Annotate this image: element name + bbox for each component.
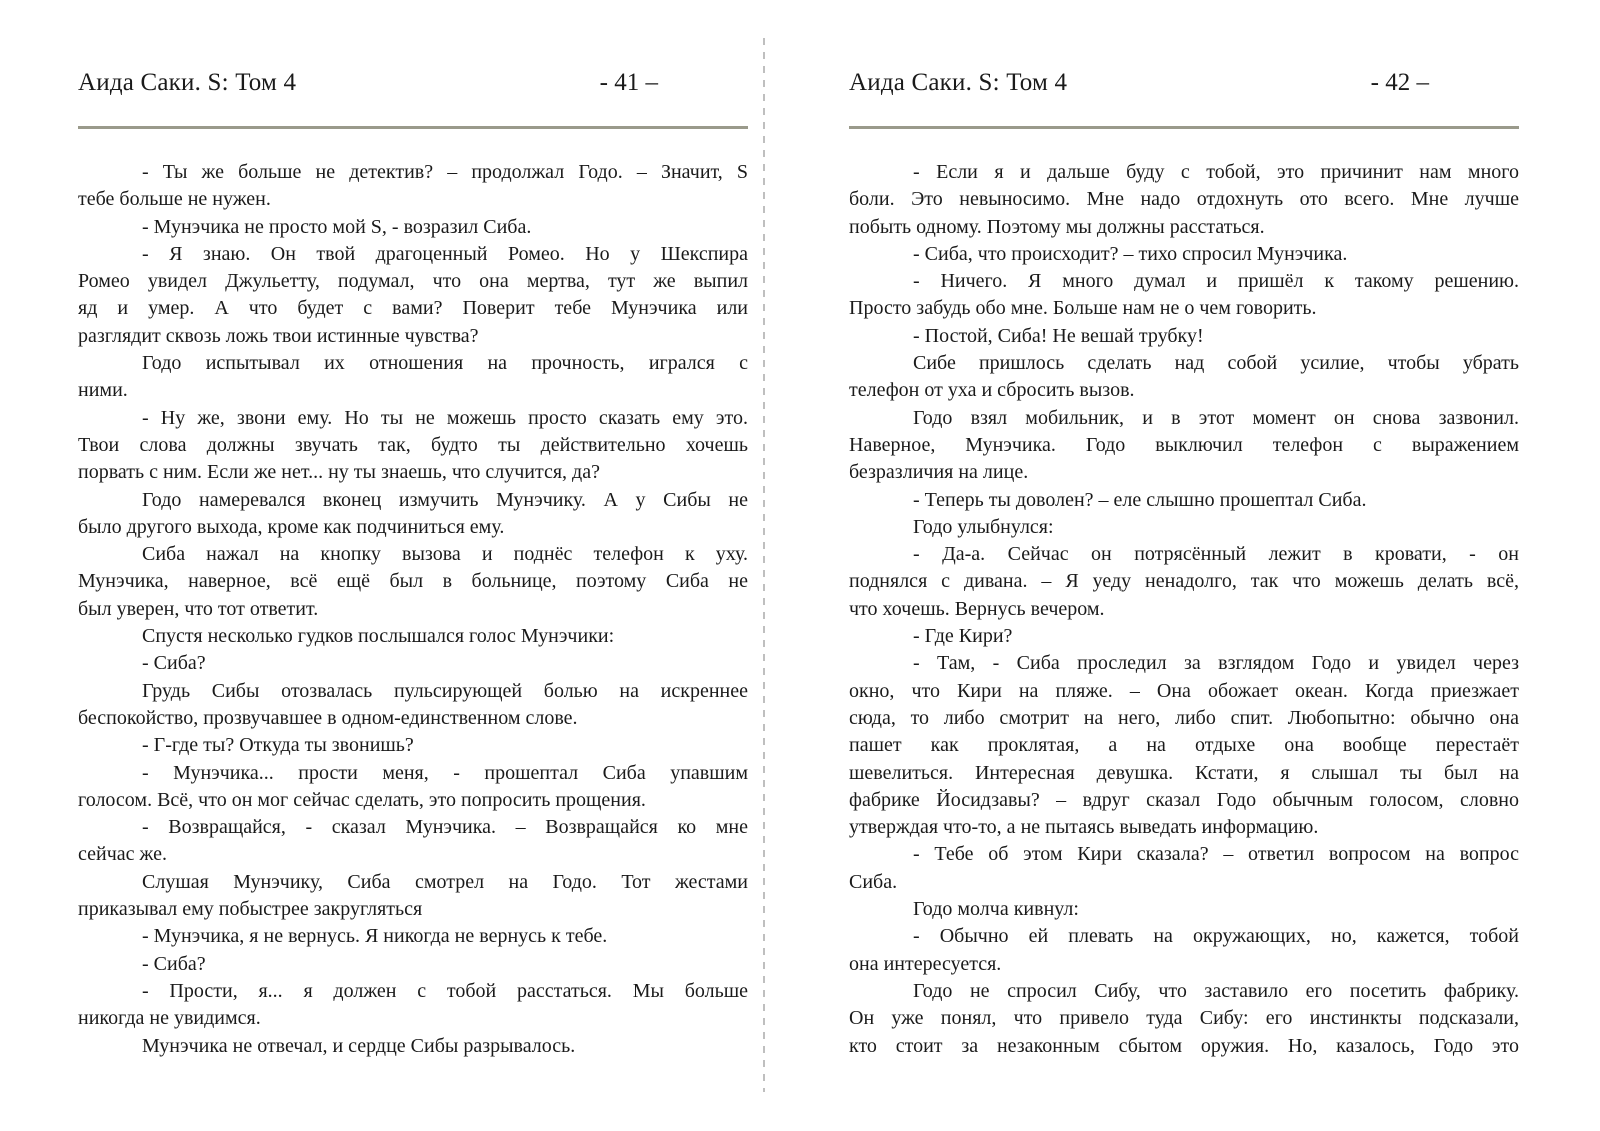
text-line: Мунэчика не отвечал, и сердце Сибы разрывалось. [142, 1034, 576, 1057]
text-line: - Г-где ты? Откуда ты звонишь? [142, 734, 414, 757]
text-line: Мунэчика, наверное, всё ещё был в больнице, поэтому Сиба не [78, 570, 748, 593]
text-line: приказывал ему побыстрее закругляться [78, 898, 423, 921]
text-line: - Мунэчика... прости меня, - прошептал Сиба упавшим [142, 761, 748, 784]
page-header [78, 68, 748, 100]
text-line: никогда не увидимся. [78, 1007, 261, 1030]
text-line: Наверное, Мунэчика. Годо выключил телефон с выражением [849, 433, 1519, 456]
text-line: Годо взял мобильник, и в этот момент он снова зазвонил. [913, 406, 1519, 429]
page-header [849, 68, 1519, 100]
text-line: боли. Это невыносимо. Мне надо отдохнуть ото всего. Мне лучше [849, 188, 1519, 211]
text-line: Сиба нажал на кнопку вызова и поднёс телефон к уху. [142, 543, 748, 566]
text-line: Годо намеревался вконец измучить Мунэчику. А у Сибы не [142, 488, 748, 511]
text-line: - Тебе об этом Кири сказала? – ответил вопросом на вопрос [913, 843, 1519, 866]
text-line: - Если я и дальше буду с тобой, это причинит нам много [913, 161, 1519, 183]
text-line: телефон от уха и сбросить вызов. [849, 379, 1135, 402]
book-page-41 [78, 0, 748, 1060]
text-line: она интересуется. [849, 952, 1002, 975]
text-line: Сибе пришлось сделать над собой усилие, чтобы убрать [913, 352, 1519, 375]
text-line: Ромео увидел Джульетту, подумал, что она мертва, тут же выпил [78, 270, 748, 293]
text-line: сюда, то либо смотрит на него, либо спит. Любопытно: обычно она [849, 706, 1519, 729]
text-line: - Возвращайся, - сказал Мунэчика. – Возвращайся ко мне [142, 816, 748, 839]
text-line: - Я знаю. Он твой драгоценный Ромео. Но у Шекспира [142, 242, 748, 265]
text-line: шевелиться. Интересная девушка. Кстати, я слышал ты был на [849, 761, 1519, 784]
text-line: - Сиба, что происходит? – тихо спросил Мунэчика. [913, 242, 1348, 265]
running-title: Аида Саки. S: Том 4 [849, 69, 1068, 96]
text-line: тебе больше не нужен. [78, 188, 271, 211]
text-line: Годо испытывал их отношения на прочность, игрался с [142, 352, 748, 375]
text-line: - Там, - Сиба проследил за взглядом Годо и увидел через [913, 652, 1519, 675]
text-line: порвать с ним. Если же нет... ну ты знаешь, что случится, да? [78, 461, 600, 484]
text-line: беспокойство, прозвучавшее в одном-единственном слове. [78, 706, 578, 729]
text-line: Годо улыбнулся: [913, 515, 1054, 538]
page-text [78, 159, 748, 1060]
text-line: - Где Кири? [913, 625, 1013, 648]
page-number: - 41 – [599, 69, 658, 96]
text-line: голосом. Всё, что он мог сейчас сделать, это попросить прощения. [78, 788, 646, 811]
book-page-42 [849, 0, 1519, 1060]
text-line: был уверен, что тот ответит. [78, 597, 319, 620]
text-line: ними. [78, 379, 128, 402]
text-line: - Обычно ей плевать на окружающих, но, кажется, тобой [913, 925, 1519, 948]
text-line: - Мунэчика не просто мой S, - возразил Сиба. [142, 215, 532, 238]
text-line: безразличия на лице. [849, 461, 1029, 484]
text-line: - Ну же, звони ему. Но ты не можешь просто сказать ему это. [142, 406, 748, 429]
text-line: - Прости, я... я должен с тобой расстаться. Мы больше [142, 979, 748, 1002]
text-line: - Постой, Сиба! Не вешай трубку! [913, 324, 1204, 347]
text-line: фабрике Йосидзавы? – вдруг сказал Годо обычным голосом, словно [849, 788, 1519, 811]
text-line: яд и умер. А что будет с вами? Поверит тебе Мунэчика или [78, 297, 748, 320]
text-line: - Да-а. Сейчас он потрясённый лежит в кровати, - он [913, 543, 1519, 566]
text-line: окно, что Кири на пляже. – Она обожает океан. Когда приезжает [849, 679, 1519, 702]
text-line: пашет как проклятая, а на отдыхе она вообще перестаёт [849, 734, 1519, 757]
text-line: поднялся с дивана. – Я уеду ненадолго, так что можешь делать всё, [849, 570, 1519, 593]
header-rule [849, 126, 1519, 129]
text-line: - Ты же больше не детектив? – продолжал Годо. – Значит, S [142, 161, 748, 183]
page-text [849, 159, 1519, 1060]
text-line: Сиба. [849, 870, 898, 893]
running-title: Аида Саки. S: Том 4 [78, 69, 297, 96]
text-line: Просто забудь обо мне. Больше нам не о чем говорить. [849, 297, 1317, 320]
text-line: - Теперь ты доволен? – еле слышно прошептал Сиба. [913, 488, 1367, 511]
page-divider [763, 38, 765, 1092]
header-rule [78, 126, 748, 129]
text-line: Годо молча кивнул: [913, 898, 1079, 921]
text-line: Слушая Мунэчику, Сиба смотрел на Годо. Тот жестами [142, 870, 748, 893]
text-line: - Мунэчика, я не вернусь. Я никогда не вернусь к тебе. [142, 925, 608, 948]
text-line: сейчас же. [78, 843, 167, 866]
text-line: Годо не спросил Сибу, что заставило его посетить фабрику. [913, 979, 1519, 1002]
text-line: Грудь Сибы отозвалась пульсирующей болью на искреннее [142, 679, 748, 702]
text-line: Твои слова должны звучать так, будто ты действительно хочешь [78, 433, 748, 456]
text-line: кто стоит за незаконным сбытом оружия. Но, казалось, Годо это [849, 1034, 1519, 1057]
text-line: Он уже понял, что привело туда Сибу: его инстинкты подсказали, [849, 1007, 1519, 1030]
text-line: - Сиба? [142, 952, 206, 975]
text-line: утверждая что-то, а не пытаясь выведать информацию. [849, 816, 1319, 839]
page-number: - 42 – [1370, 69, 1429, 96]
text-line: Спустя несколько гудков послышался голос Мунэчики: [142, 625, 615, 648]
text-line: было другого выхода, кроме как подчиниться ему. [78, 515, 505, 538]
text-line: разглядит сквозь ложь твои истинные чувства? [78, 324, 479, 347]
text-line: побыть одному. Поэтому мы должны расстаться. [849, 215, 1265, 238]
text-line: - Сиба? [142, 652, 206, 675]
text-line: что хочешь. Вернусь вечером. [849, 597, 1105, 620]
text-line: - Ничего. Я много думал и пришёл к такому решению. [913, 270, 1519, 293]
